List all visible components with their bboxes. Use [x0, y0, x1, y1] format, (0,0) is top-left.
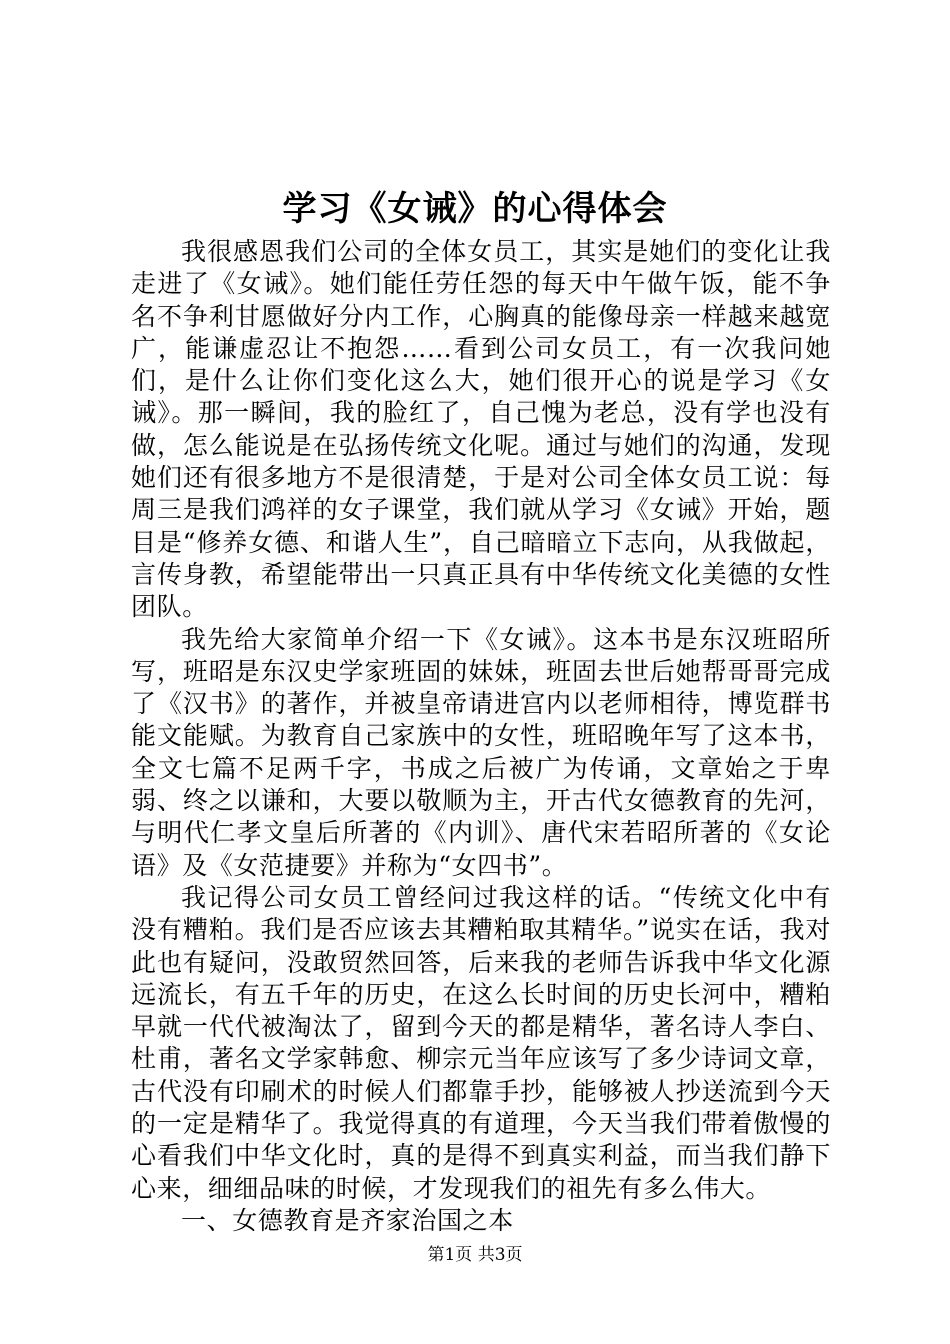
paragraph-2: 我先给大家简单介绍一下《女诫》。这本书是东汉班昭所写，班昭是东汉史学家班固的妹妹，班固去世后她帮哥哥完成了《汉书》的著作，并被皇帝请进宫内以老师相待，博览群书能文能赋。为教育自己家族中的女性，班昭晚年写了这本书，全文七篇不足两千字，书成之后被广为传诵，文章始之于卑弱、终之以谦和，大要以敬顺为主，开古代女德教育的先河，与明代仁孝文皇后所著的《内训》、唐代宋若昭所著的《女论语》及《女范捷要》并称为“女四书”。 — [131, 624, 831, 880]
paragraph-1: 我很感恩我们公司的全体女员工，其实是她们的变化让我走进了《女诫》。她们能任劳任怨的每天中午做午饭，能不争名不争利甘愿做好分内工作，心胸真的能像母亲一样越来越宽广，能谦虚忍让不抱怨……看到公司女员工，有一次我问她们，是什么让你们变化这么大，她们很开心的说是学习《女诫》。那一瞬间，我的脸红了，自己愧为老总，没有学也没有做，怎么能说是在弘扬传统文化呢。通过与她们的沟通，发现她们还有很多地方不是很清楚，于是对公司全体女员工说：每周三是我们鸿祥的女子课堂，我们就从学习《女诫》开始，题目是“修养女德、和谐人生”，自己暗暗立下志向，从我做起，言传身教，希望能带出一只真正具有中华传统文化美德的女性团队。 — [131, 237, 831, 622]
document-body — [131, 236, 831, 1237]
paragraph-3: 我记得公司女员工曾经问过我这样的话。“传统文化中有没有糟粕。我们是否应该去其糟粕取其精华。”说实在话，我对此也有疑问，没敢贸然回答，后来我的老师告诉我中华文化源远流长，有五千年的历史，在这么长时间的历史长河中，糟粕早就一代代被淘汰了，留到今天的都是精华，著名诗人李白、杜甫，著名文学家韩愈、柳宗元当年应该写了多少诗词文章，古代没有印刷术的时候人们都靠手抄，能够被人抄送流到今天的一定是精华了。我觉得真的有道理，今天当我们带着傲慢的心看我们中华文化时，真的是得不到真实利益，而当我们静下心来，细细品味的时候，才发现我们的祖先有多么伟大。 — [131, 882, 831, 1203]
page-number: 第1页 共3页 — [427, 1245, 523, 1265]
document-title: 学习《女诫》的心得体会 — [282, 189, 668, 229]
section-heading: 一、女德教育是齐家治国之本 — [181, 1205, 514, 1235]
